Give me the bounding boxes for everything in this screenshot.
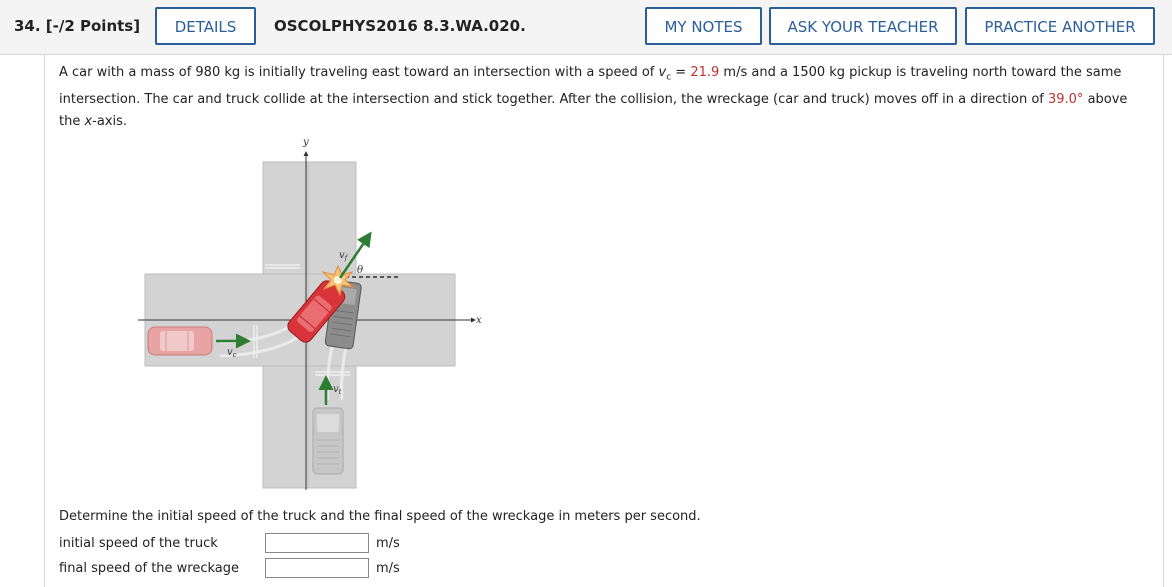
answer-label-wreckage-speed: final speed of the wreckage xyxy=(59,561,240,576)
car-speed-value: 21.9 xyxy=(690,65,720,80)
vf-label: $v_f$ xyxy=(339,250,348,262)
vt-label: $v_t$ xyxy=(333,384,342,396)
x-axis-label: x xyxy=(476,315,482,326)
collision-diagram xyxy=(130,130,500,500)
content-right-border xyxy=(1163,54,1164,587)
wreckage-speed-input[interactable] xyxy=(265,558,369,578)
problem-statement: A car with a mass of 980 kg is initially traveling east toward an intersection with a speed of $v_c = 21.9$ m/s and a 1500 kg pickup is traveling north toward the same intersection. The car and truck collide at the intersection and stick together. After the collision, the wreckage (car and truck) moves off in a direction of 39.0° above the x-axis. xyxy=(59,65,1128,129)
question-header xyxy=(0,0,1172,55)
theta-label: θ xyxy=(357,265,364,276)
content-left-border xyxy=(44,54,45,587)
angle-value: 39.0° xyxy=(1047,91,1084,107)
wreckage-speed-unit: m/s xyxy=(376,561,400,576)
truck-speed-unit: m/s xyxy=(376,536,400,551)
vc-label: $v_c$ xyxy=(227,347,237,359)
truck-speed-input[interactable] xyxy=(265,533,369,553)
my-notes-button[interactable]: MY NOTES xyxy=(645,7,762,45)
practice-another-button[interactable]: PRACTICE ANOTHER xyxy=(965,7,1155,45)
problem-code: OSCOLPHYS2016 8.3.WA.020. xyxy=(274,17,526,35)
answer-label-truck-speed: initial speed of the truck xyxy=(59,536,218,551)
question-text: Determine the initial speed of the truck and the final speed of the wreckage in meters per second. xyxy=(59,509,701,524)
car-initial xyxy=(148,327,212,355)
question-number: 34. [-/2 Points] xyxy=(14,17,141,35)
truck-initial xyxy=(313,408,343,474)
ask-your-teacher-button[interactable]: ASK YOUR TEACHER xyxy=(769,7,957,45)
details-button[interactable]: DETAILS xyxy=(155,7,256,45)
vc-symbol: v xyxy=(658,65,667,80)
y-axis-label: y xyxy=(303,137,309,148)
